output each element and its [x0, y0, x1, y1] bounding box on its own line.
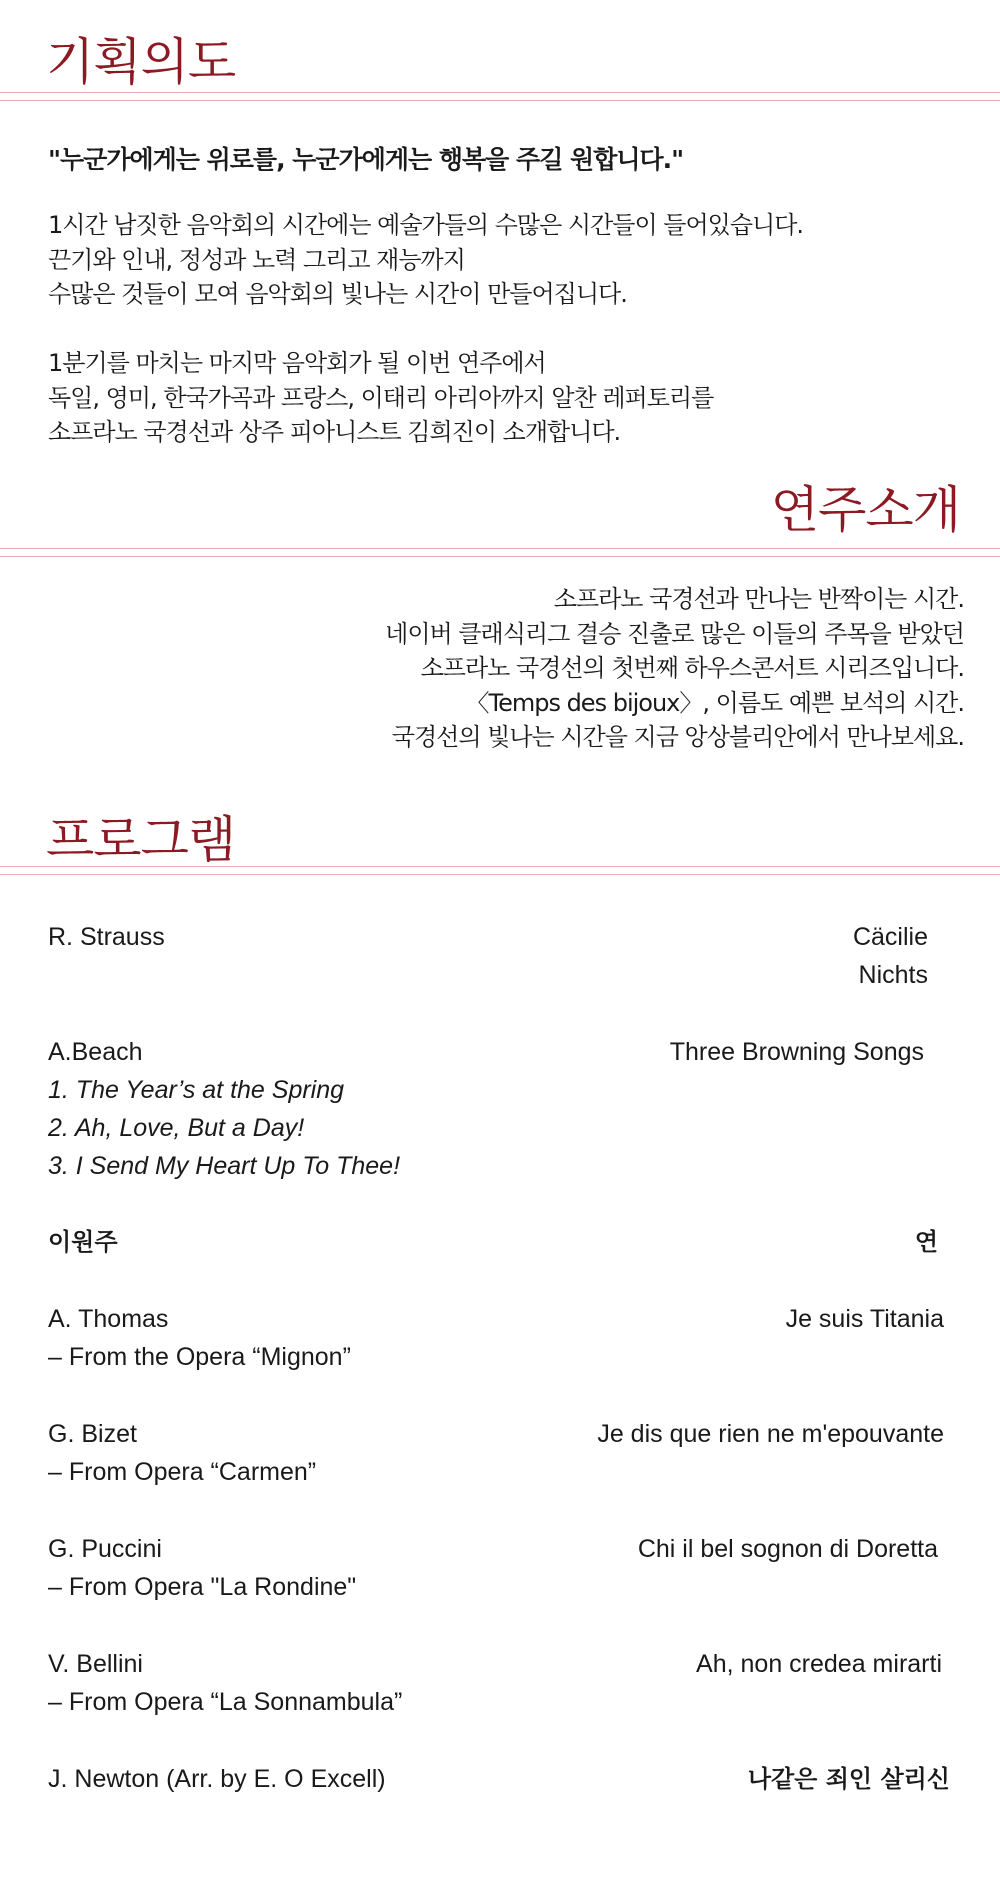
composer-name: A.Beach [48, 1038, 143, 1066]
section-title-program: 프로그램 [46, 811, 236, 869]
song-item: 3. I Send My Heart Up To Thee! [48, 1152, 401, 1180]
work-title: Je suis Titania [785, 1305, 944, 1333]
text-line: 소프라노 국경선과 만나는 반짝이는 시간. [553, 585, 964, 613]
text-line: 수많은 것들이 모여 음악회의 빛나는 시간이 만들어집니다. [48, 280, 627, 308]
text-line: 국경선의 빛나는 시간을 지금 앙상블리안에서 만나보세요. [391, 723, 964, 751]
opera-source: – From the Opera “Mignon” [48, 1343, 351, 1371]
composer-name: G. Puccini [48, 1535, 162, 1563]
performance-intro [385, 582, 964, 755]
program-item-bellini [48, 1645, 944, 1721]
composer-name: G. Bizet [48, 1420, 137, 1448]
composer-name: R. Strauss [48, 923, 165, 951]
section-title-performance: 연주소개 [770, 481, 960, 539]
intent-paragraph-2 [48, 346, 713, 450]
work-title: Je dis que rien ne m'epouvante [597, 1420, 944, 1448]
work-title: Ah, non credea mirarti [696, 1650, 942, 1678]
program-item-puccini [48, 1530, 944, 1606]
program-item-thomas [48, 1300, 944, 1376]
text-line: 네이버 클래식리그 결승 진출로 많은 이들의 주목을 받았던 [385, 619, 964, 648]
divider [0, 866, 1000, 867]
program-item-beach [48, 1033, 944, 1185]
text-line: 1시간 남짓한 음악회의 시간에는 예술가들의 수많은 시간들이 들어있습니다. [48, 211, 804, 239]
work-title: Three Browning Songs [669, 1038, 924, 1066]
divider [0, 548, 1000, 549]
composer-name: J. Newton (Arr. by E. O Excell) [48, 1765, 386, 1793]
song-item: 1. The Year’s at the Spring [48, 1076, 345, 1104]
intent-quote: "누군가에게는 위로를, 누군가에게는 행복을 주길 원합니다." [48, 145, 684, 174]
section-title-intent: 기획의도 [46, 33, 236, 91]
divider [0, 556, 1000, 557]
work-line: Cäcilie [852, 923, 928, 951]
song-item: 2. Ah, Love, But a Day! [48, 1114, 305, 1142]
work-title: Chi il bel sognon di Doretta [637, 1535, 938, 1563]
opera-source: – From Opera “La Sonnambula” [48, 1688, 403, 1716]
program-item-bizet [48, 1415, 944, 1491]
divider [0, 100, 1000, 101]
text-line: 소프라노 국경선의 첫번째 하우스콘서트 시리즈입니다. [420, 654, 964, 682]
composer-name: V. Bellini [48, 1650, 143, 1678]
divider [0, 92, 1000, 93]
text-line: 끈기와 인내, 정성과 노력 그리고 재능까지 [48, 245, 465, 274]
text-line: 독일, 영미, 한국가곡과 프랑스, 이태리 아리아까지 알찬 레퍼토리를 [48, 383, 714, 412]
text-line: 1분기를 마치는 마지막 음악회가 될 이번 연주에서 [48, 349, 546, 377]
work-title: 연 [914, 1228, 938, 1256]
divider [0, 874, 1000, 875]
composer-name: A. Thomas [48, 1305, 169, 1333]
work-title: 나같은 죄인 살리신 [747, 1765, 950, 1793]
work-title [853, 918, 928, 994]
text-line: 소프라노 국경선과 상주 피아니스트 김희진이 소개합니다. [48, 418, 621, 446]
intent-paragraph-1 [48, 208, 803, 312]
opera-source: – From Opera "La Rondine" [48, 1573, 357, 1601]
composer-name: 이원주 [48, 1228, 118, 1256]
work-line: Nichts [858, 961, 928, 989]
text-line: 〈Temps des bijoux〉, 이름도 예쁜 보석의 시간. [465, 688, 964, 717]
opera-source: – From Opera “Carmen” [48, 1458, 317, 1486]
